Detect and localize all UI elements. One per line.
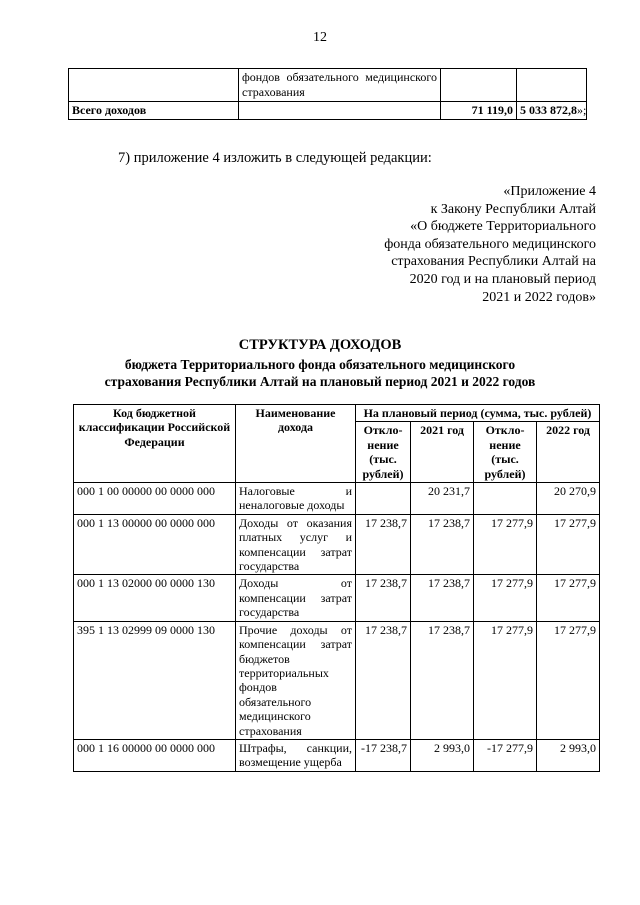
cell-deviation-2022: -17 277,9 <box>474 739 537 771</box>
header-name: Наименование дохода <box>236 405 356 483</box>
cell-deviation-2022 <box>474 483 537 515</box>
cell-code: 395 1 13 02999 09 0000 130 <box>74 621 236 739</box>
table-cell <box>441 69 517 102</box>
cell-deviation-2022: 17 277,9 <box>474 514 537 575</box>
cell-2021: 20 231,7 <box>411 483 474 515</box>
cell-deviation-2021: 17 238,7 <box>356 621 411 739</box>
header-deviation-2021: Откло-нение (тыс. рублей) <box>356 422 411 483</box>
cell-2022: 17 277,9 <box>537 621 600 739</box>
cell-code: 000 1 13 00000 00 0000 000 <box>74 514 236 575</box>
instruction-text: 7) приложение 4 изложить в следующей редакции: <box>118 150 432 166</box>
cell-code: 000 1 16 00000 00 0000 000 <box>74 739 236 771</box>
table-cell: Всего доходов <box>69 102 239 120</box>
header-deviation-2022: Откло-нение (тыс. рублей) <box>474 422 537 483</box>
cell-2021: 17 238,7 <box>411 621 474 739</box>
table-cell <box>517 102 587 120</box>
top-table <box>68 68 587 120</box>
total-value: 5 033 872,8 <box>520 103 577 117</box>
appendix-line: к Закону Республики Алтай <box>430 201 596 217</box>
closing-quote: »; <box>577 103 587 117</box>
cell-2022: 17 277,9 <box>537 575 600 621</box>
cell-deviation-2021: 17 238,7 <box>356 514 411 575</box>
cell-code: 000 1 00 00000 00 0000 000 <box>74 483 236 515</box>
cell-code: 000 1 13 02000 00 0000 130 <box>74 575 236 621</box>
cell-deviation-2021 <box>356 483 411 515</box>
table-cell: фондов обязательного медицинского страхования <box>239 69 441 102</box>
cell-deviation-2022: 17 277,9 <box>474 575 537 621</box>
cell-name: Налоговые и неналоговые доходы <box>236 483 356 515</box>
cell-name: Штрафы, санкции, возмещение ущерба <box>236 739 356 771</box>
table-row <box>74 575 600 621</box>
page-number: 12 <box>313 30 327 45</box>
cell-deviation-2021: 17 238,7 <box>356 575 411 621</box>
table-cell: 71 119,0 <box>441 102 517 120</box>
cell-2021: 17 238,7 <box>411 575 474 621</box>
cell-2021: 2 993,0 <box>411 739 474 771</box>
table-cell <box>517 69 587 102</box>
cell-name: Доходы от компенсации затрат государства <box>236 575 356 621</box>
cell-deviation-2021: -17 238,7 <box>356 739 411 771</box>
appendix-header <box>316 183 596 306</box>
header-year-2021: 2021 год <box>411 422 474 483</box>
document-subtitle-line1: бюджета Территориального фонда обязательного медицинского <box>124 357 516 372</box>
cell-2022: 20 270,9 <box>537 483 600 515</box>
cell-name: Доходы от оказания платных услуг и компенсации затрат государства <box>236 514 356 575</box>
cell-name: Прочие доходы от компенсации затрат бюджетов территориальных фондов обязательного медицинского страхования <box>236 621 356 739</box>
header-period: На плановый период (сумма, тыс. рублей) <box>356 405 600 422</box>
table-row <box>74 739 600 771</box>
table-header-row <box>74 405 600 422</box>
document-title: СТРУКТУРА ДОХОДОВ <box>238 337 402 353</box>
table-row <box>74 621 600 739</box>
table-row <box>74 514 600 575</box>
header-code: Код бюджетной классификации Российской Федерации <box>74 405 236 483</box>
appendix-line: «Приложение 4 <box>503 184 596 199</box>
appendix-line: «О бюджете Территориального <box>410 219 596 235</box>
cell-deviation-2022: 17 277,9 <box>474 621 537 739</box>
table-row <box>69 102 587 120</box>
appendix-line: 2020 год и на плановый период <box>409 271 596 287</box>
cell-2022: 2 993,0 <box>537 739 600 771</box>
document-subtitle-line2: страхования Республики Алтай на плановый период 2021 и 2022 годов <box>104 374 536 389</box>
table-cell <box>69 69 239 102</box>
income-structure-table <box>73 404 600 772</box>
appendix-line: 2021 и 2022 годов» <box>482 289 596 305</box>
header-year-2022: 2022 год <box>537 422 600 483</box>
table-row <box>74 483 600 515</box>
appendix-line: фонда обязательного медицинского <box>384 236 596 252</box>
appendix-line: страхования Республики Алтай на <box>391 254 596 270</box>
cell-2022: 17 277,9 <box>537 514 600 575</box>
cell-2021: 17 238,7 <box>411 514 474 575</box>
table-row <box>69 69 587 102</box>
table-cell <box>239 102 441 120</box>
